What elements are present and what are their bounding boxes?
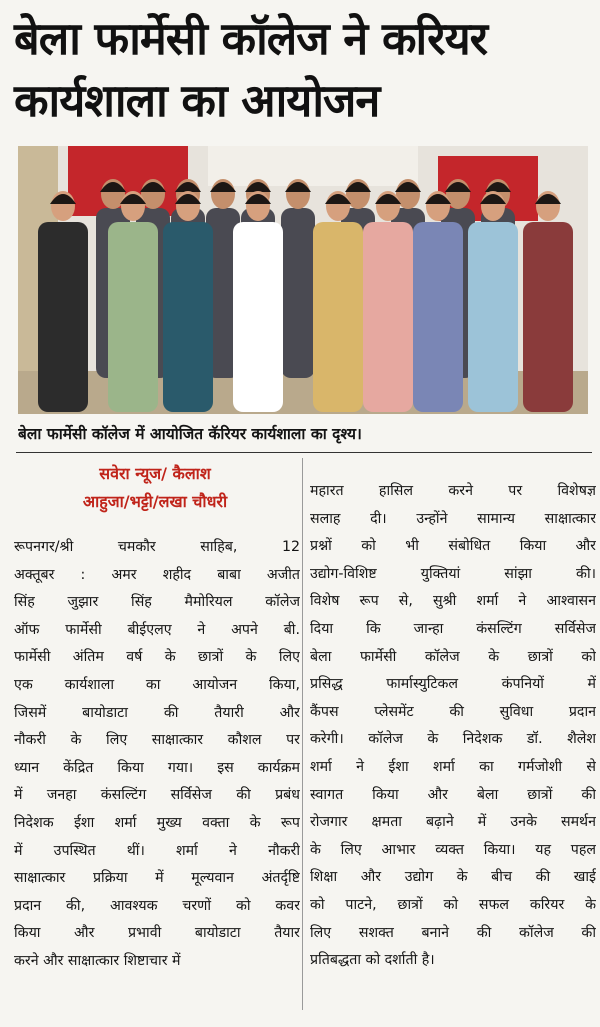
article-line: किया और प्रभावी बायोडाटा तैयार xyxy=(14,925,300,942)
article-line: प्रश्नों को भी संबोधित किया और xyxy=(310,538,596,555)
headline-line-1: बेला फार्मेसी कॉलेज ने करियर xyxy=(14,12,488,65)
article-line: में उपस्थित थीं। शर्मा ने नौकरी xyxy=(14,842,300,859)
group-photo-icon xyxy=(18,146,588,414)
article-line: सलाह दी। उन्होंने सामान्य साक्षात्कार xyxy=(310,510,596,527)
article-line: फार्मेसी अंतिम वर्ष के छात्रों के लिए xyxy=(14,649,300,666)
article-line: को पाटने, छात्रों को सफल करियर के xyxy=(310,896,596,913)
byline-line-2: आहुजा/भट्टी/लखा चौधरी xyxy=(82,492,228,511)
headline xyxy=(14,8,594,132)
headline-line-2: कार्यशाला का आयोजन xyxy=(14,74,380,127)
article-line: कैंपस प्लेसमेंट की सुविधा प्रदान xyxy=(310,703,596,720)
article-line: ऑफ फार्मेसी बीईएलए ने अपने बी. xyxy=(14,621,300,638)
article-line: शिक्षा और उद्योग के बीच की खाई xyxy=(310,869,596,886)
article-line: रूपनगर/श्री चमकौर साहिब, 12 xyxy=(14,539,300,555)
article-column-left xyxy=(14,534,300,976)
article-line: लिए सशक्त बनाने की कॉलेज की xyxy=(310,924,596,941)
article-line: बेला फार्मेसी कॉलेज के छात्रों को xyxy=(310,648,596,665)
article-line: दिया कि जान्हा कंसल्टिंग सर्विसेज xyxy=(310,620,596,637)
article-line: प्रसिद्ध फार्मास्युटिकल कंपनियों में xyxy=(310,676,596,693)
article-line: प्रदान की, आवश्यक चरणों को कवर xyxy=(14,897,300,914)
article-line: में जनहा कंसल्टिंग सर्विसेज की प्रबंध xyxy=(14,787,300,804)
article-line: महारत हासिल करने पर विशेषज्ञ xyxy=(310,483,596,499)
article-line: नौकरी के लिए साक्षात्कार कौशल पर xyxy=(14,732,300,749)
article-line: निदेशक ईशा शर्मा मुख्य वक्ता के रूप xyxy=(14,814,300,831)
article-column-right xyxy=(310,478,596,975)
article-line: विशेष रूप से, सुश्री शर्मा ने आश्वासन xyxy=(310,593,596,610)
article-line: शर्मा ने ईशा शर्मा का गर्मजोशी से xyxy=(310,758,596,775)
article-line: रोजगार क्षमता बढ़ाने में उनके समर्थन xyxy=(310,814,596,831)
column-divider xyxy=(302,458,303,1010)
article-line: प्रतिबद्धता को दर्शाती है। xyxy=(310,952,435,969)
article-line: के लिए आभार व्यक्त किया। यह पहल xyxy=(310,841,596,858)
article-line: स्वागत किया और बेला छात्रों की xyxy=(310,786,596,803)
article-line: करेगी। कॉलेज के निदेशक डॉ. शैलेश xyxy=(310,731,596,748)
article-line: एक कार्यशाला का आयोजन किया, xyxy=(14,676,300,693)
news-photo xyxy=(18,146,588,414)
article-line: जिसमें बायोडाटा की तैयारी और xyxy=(14,704,300,721)
byline-line-1: सवेरा न्यूज/ कैलाश xyxy=(99,464,211,483)
byline xyxy=(14,460,296,516)
article-line: अक्तूबर : अमर शहीद बाबा अजीत xyxy=(14,566,300,583)
photo-caption: बेला फार्मेसी कॉलेज में आयोजित कॅरियर कार्यशाला का दृश्य। xyxy=(18,425,362,443)
article-line: करने और साक्षात्कार शिष्टाचार में xyxy=(14,952,181,969)
article-line: साक्षात्कार प्रक्रिया में मूल्यवान अंतर्दृष्टि xyxy=(14,870,300,887)
article-line: ध्यान केंद्रित किया गया। इस कार्यक्रम xyxy=(14,759,300,776)
article-line: सिंह जुझार सिंह मैमोरियल कॉलेज xyxy=(14,594,300,611)
article-line: उद्योग-विशिष्ट युक्तियां सांझा की। xyxy=(310,565,596,582)
caption-divider xyxy=(16,452,592,453)
